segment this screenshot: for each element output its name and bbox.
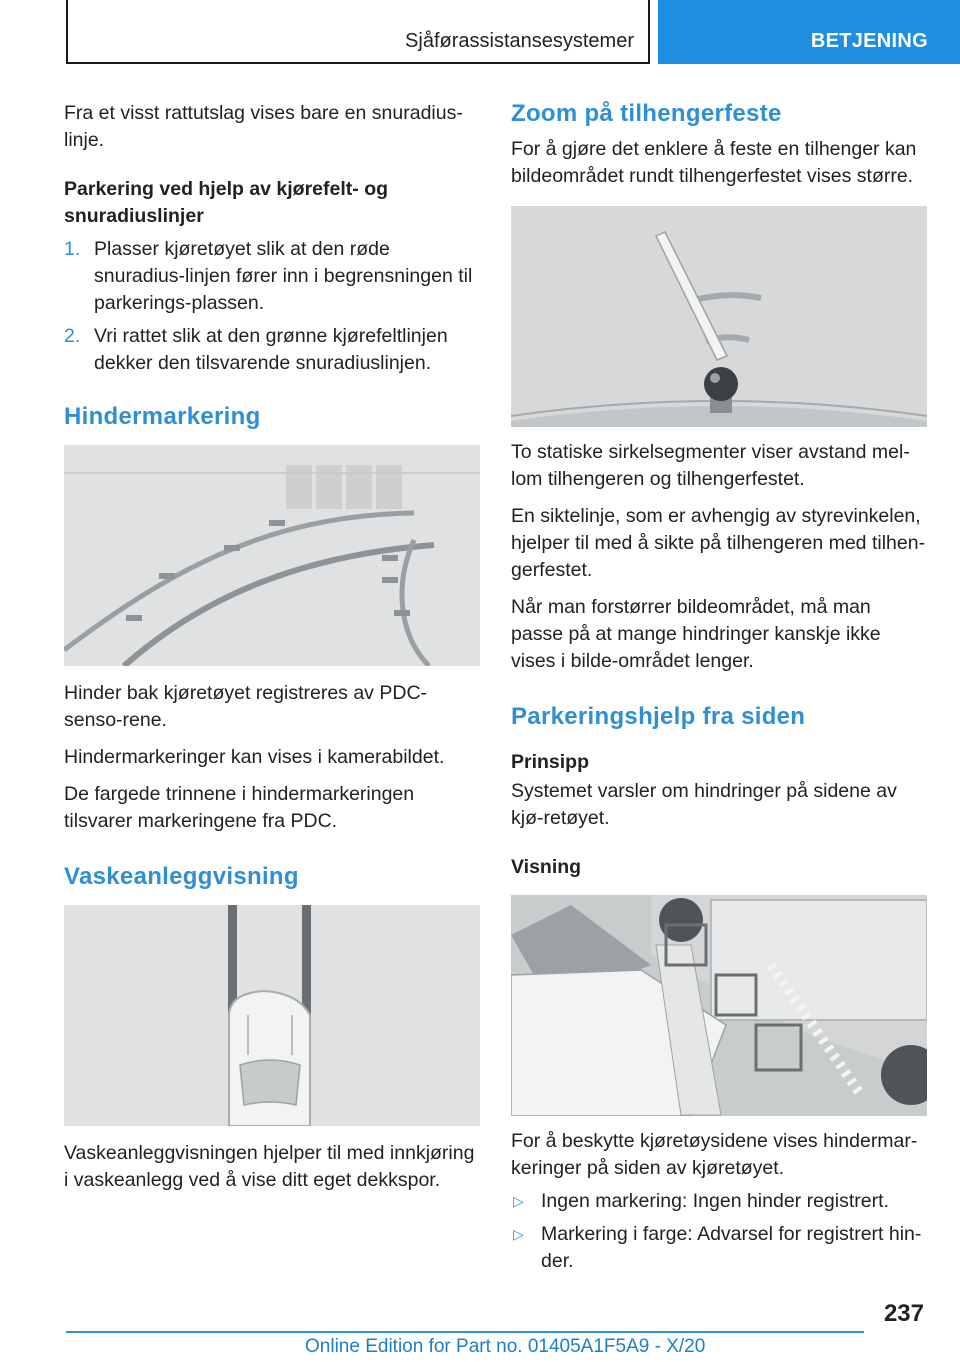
zoom-paragraph-2: To statiske sirkelsegmenter viser avstand mel-lom tilhengeren og tilhengerfestet. xyxy=(511,441,910,490)
prinsipp-heading: Prinsipp xyxy=(511,751,590,773)
vaskeanlegg-heading: Vaskeanleggvisning xyxy=(64,863,299,890)
visning-paragraph: For å beskytte kjøretøysidene vises hindermar-keringer på siden av kjøretøyet. xyxy=(511,1130,918,1179)
trailer-hitch-image xyxy=(511,206,927,427)
hindermarkering-heading: Hindermarkering xyxy=(64,403,261,430)
hinder-paragraph-1: Hinder bak kjøretøyet registreres av PDC-senso-rene. xyxy=(64,682,428,731)
zoom-paragraph-3: En siktelinje, som er avhengig av styrevinkelen, hjelper til med å sikte på tilhengeren med tilhen-gerfestet. xyxy=(511,505,926,581)
intro-paragraph: Fra et visst rattutslag vises bare en snuradius-linje. xyxy=(64,102,463,151)
step-number: 2. xyxy=(64,325,81,347)
marking-list xyxy=(511,1188,927,1275)
visning-heading: Visning xyxy=(511,856,582,878)
zoom-paragraph-1: For å gjøre det enklere å feste en tilhenger kan bildeområdet rundt tilhengerfestet vises større. xyxy=(511,138,917,187)
page-number: 237 xyxy=(883,1300,924,1327)
car-wash-image xyxy=(64,905,480,1126)
left-column xyxy=(64,100,480,1204)
step-text: Plasser kjøretøyet slik at den røde snuradius-linjen fører inn i begrensningen til parkerings-plassen. xyxy=(94,238,473,314)
right-column xyxy=(511,100,927,1281)
marking-text: Markering i farge: Advarsel for registrert hin-der. xyxy=(541,1223,922,1272)
marking-text: Ingen markering: Ingen hinder registrert. xyxy=(541,1190,889,1212)
obstacle-marking-image xyxy=(64,445,480,666)
header-section-box xyxy=(66,0,650,64)
zoom-paragraph-4: Når man forstørrer bildeområdet, må man passe på at mange hindringer kanskje ikke vises i bilde-området lenger. xyxy=(511,596,881,672)
prinsipp-paragraph: Systemet varsler om hindringer på sidene av kjø-retøyet. xyxy=(511,780,897,829)
step-text: Vri rattet slik at den grønne kjørefeltlinjen dekker den tilsvarende snuradiuslinjen. xyxy=(94,325,448,374)
step-item xyxy=(64,236,480,317)
hinder-paragraph-3: De fargede trinnene i hindermarkeringen tilsvarer markeringene fra PDC. xyxy=(64,783,415,832)
header-section-title: Sjåførassistansesystemer xyxy=(405,30,634,52)
parking-heading: Parkering ved hjelp av kjørefelt- og snuradiuslinjer xyxy=(64,178,389,227)
side-parking-image xyxy=(511,895,927,1116)
parking-steps xyxy=(64,236,480,377)
triangle-icon: ▷ xyxy=(513,1193,524,1209)
triangle-icon: ▷ xyxy=(513,1226,524,1242)
step-number: 1. xyxy=(64,238,81,260)
header-chapter-label: BETJENING xyxy=(810,30,928,52)
vaskeanlegg-paragraph: Vaskeanleggvisningen hjelper til med innkjøring i vaskeanlegg ved å vise ditt eget dekkspor. xyxy=(64,1142,475,1191)
step-item xyxy=(64,323,480,377)
header-chapter-tab xyxy=(658,0,960,64)
marking-list-item xyxy=(511,1221,927,1275)
hinder-paragraph-2: Hindermarkeringer kan vises i kamerabildet. xyxy=(64,746,445,768)
footer-divider xyxy=(66,1331,864,1333)
zoom-heading: Zoom på tilhengerfeste xyxy=(511,100,782,127)
side-parking-heading: Parkeringshjelp fra siden xyxy=(511,703,806,730)
footer-edition: Online Edition for Part no. 01405A1F5A9 - X/20 xyxy=(305,1336,706,1357)
marking-list-item xyxy=(511,1188,927,1215)
